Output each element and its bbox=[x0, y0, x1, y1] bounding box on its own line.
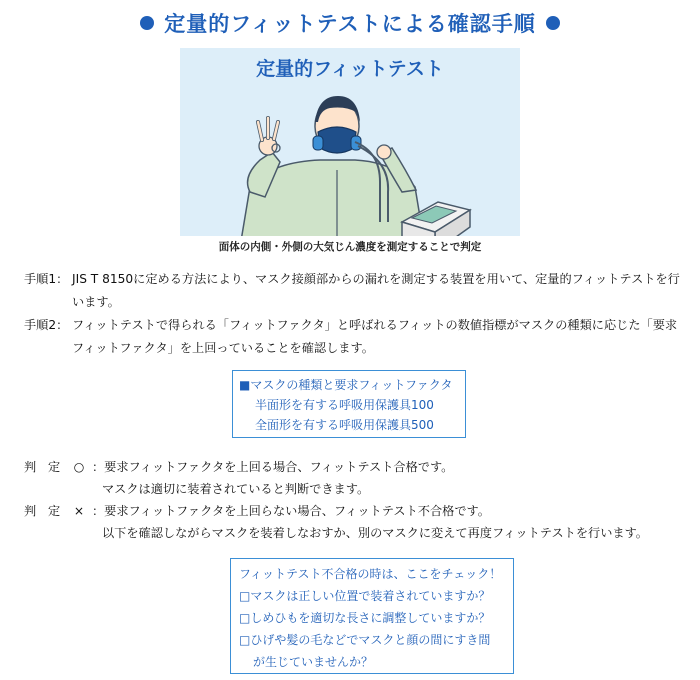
judgment-label: 判 定 bbox=[24, 504, 65, 518]
judgment-text: ：要求フィットファクタを上回らない場合、フィットテスト不合格です。 bbox=[92, 504, 490, 518]
pass-circle-icon: ○ bbox=[73, 460, 85, 474]
required-fit-factor-item: 全面形を有する呼吸用保護具500 bbox=[255, 418, 434, 432]
worker-with-fit-tester-icon bbox=[180, 82, 520, 242]
page-title-text: 定量的フィットテストによる確認手順 bbox=[164, 12, 536, 36]
fail-cross-icon: × bbox=[73, 504, 85, 518]
judgment-fail-row bbox=[24, 500, 684, 522]
judgment-continuation: 以下を確認しながらマスクを装着しなおすか、別のマスクに変えて再度フィットテストを行います。 bbox=[102, 526, 648, 540]
step-item bbox=[24, 268, 684, 314]
judgment-label: 判 定 bbox=[24, 460, 65, 474]
checklist-item: □しめひもを適切な長さに調整していますか？ bbox=[239, 611, 491, 625]
required-fit-factor-item: 半面形を有する呼吸用保護具100 bbox=[255, 398, 434, 412]
checklist-box bbox=[230, 558, 514, 674]
step-text: JIS T 8150に定める方法により、マスク接顔部からの漏れを測定する装置を用いて、定量的フィットテストを行います。 bbox=[72, 272, 680, 309]
checklist-item-continuation: が生じていませんか？ bbox=[253, 655, 374, 669]
checklist-heading: フィットテスト不合格の時は、ここをチェック！ bbox=[239, 567, 502, 581]
judgment-continuation: マスクは適切に装着されていると判断できます。 bbox=[102, 482, 370, 496]
fit-test-illustration bbox=[180, 48, 520, 258]
page-title bbox=[0, 8, 700, 38]
bullet-dot-icon bbox=[546, 16, 560, 30]
step-text: フィットテストで得られる「フィットファクタ」と呼ばれるフィットの数値指標がマスクの種類に応じた「要求フィットファクタ」を上回っていることを確認します。 bbox=[72, 318, 678, 355]
step-item bbox=[24, 314, 684, 360]
illustration-title: 定量的フィットテスト bbox=[256, 58, 444, 80]
procedure-steps bbox=[24, 268, 684, 360]
required-fit-factor-box bbox=[232, 370, 466, 438]
illustration-caption: 面体の内側・外側の大気じん濃度を測定することで判定 bbox=[180, 236, 520, 258]
judgment-text: ：要求フィットファクタを上回る場合、フィットテスト合格です。 bbox=[92, 460, 454, 474]
checklist-item: □マスクは正しい位置で装着されていますか？ bbox=[239, 589, 491, 603]
checklist-item: □ひげや髪の毛などでマスクと顔の間にすき間 bbox=[239, 633, 491, 647]
step-label: 手順2： bbox=[24, 318, 69, 332]
step-label: 手順1： bbox=[24, 272, 69, 286]
judgment-pass-row bbox=[24, 456, 684, 478]
bullet-dot-icon bbox=[140, 16, 154, 30]
judgment-section bbox=[24, 456, 684, 544]
required-fit-factor-heading: ■マスクの種類と要求フィットファクタ bbox=[239, 378, 453, 392]
